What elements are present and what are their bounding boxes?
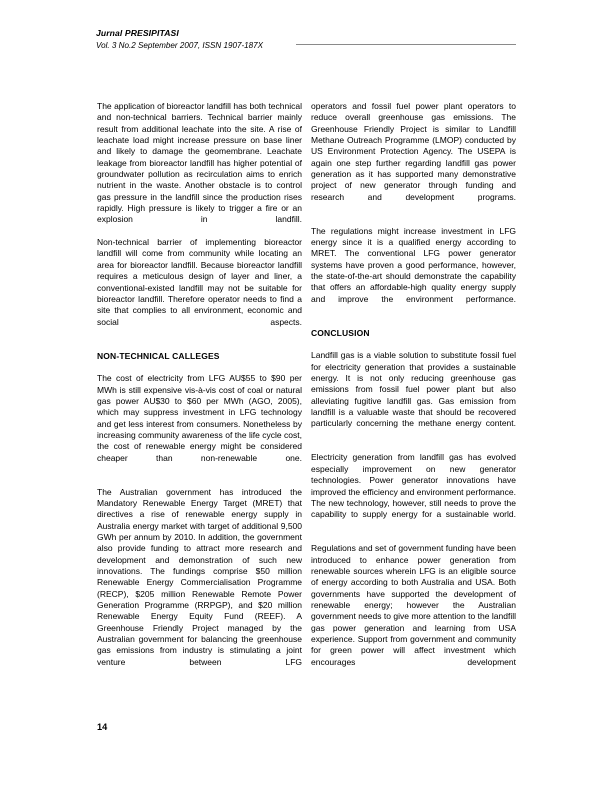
- paragraph: Landfill gas is a viable solution to substitute fossil fuel for electricity generation that provides a sustainable energy. It is not only reducing greenhouse gas emissions from fossil fuel power plant but also alleviating fugitive landfill gas. Gas emission from landfill is a valuable waste that should be recovered particularly concerning the methane energy content.: [311, 350, 516, 429]
- journal-volume-issue: Vol. 3 No.2 September 2007, ISSN 1907-187X: [96, 41, 264, 50]
- section-heading-conclusion: CONCLUSION: [311, 327, 370, 338]
- paragraph: Regulations and set of government funding have been introduced to enhance power generation from renewable sources wherein LFG is an eligible source of energy according to both Australia and USA. Both governments have supported the development of renewable energy; however the Australian government needs to give more attention to the landfill gas power generation and learning from USA experience. Support from government and community for green power will affect investment which encourages development: [311, 543, 516, 667]
- left-column: [97, 101, 302, 679]
- paragraph: The regulations might increase investment in LFG energy since it is a qualified energy according to MRET. The conventional LFG power generator systems have proven a good performance, however, the state-of-the-art should demonstrate the capability that offers an affordable-high quality energy supply and improve the environment performance.: [311, 225, 516, 304]
- header-divider: [296, 44, 516, 45]
- paragraph: The cost of electricity from LFG AU$55 to $90 per MWh is still expensive vis-à-vis cost of coal or natural gas power AU$30 to $60 per MWh (AGO, 2005), which may suppress investment in LFG technology and get less interest from consumers. Nonetheless by increasing community awareness of the life cycle cost, the cost of renewable energy might be considered cheaper than non-renewable one.: [97, 373, 302, 463]
- right-column: [311, 101, 516, 679]
- paragraph: Electricity generation from landfill gas has evolved especially improvement on new generator technologies. Power generator innovations have improved the efficiency and environment performance. The new technology, however, still needs to prove the capability to supply energy for a sustainable world.: [311, 452, 516, 520]
- journal-title: Jurnal PRESIPITASI: [96, 28, 179, 38]
- paragraph: The Australian government has introduced the Mandatory Renewable Energy Target (MRET) that directives a rise of renewable energy supply in Australia energy market with target of additional 9,500 GWh per annum by 2010. In addition, the government also provide funding to attract more research and development and demonstration of such new innovations. The fundings comprise $50 million Renewable Energy Commercialisation Programme (RECP), $205 million Renewable Remote Power Generation Programme (RRPGP), and $20 million Renewable Energy Equity Fund (REEF). A Greenhouse Friendly Project managed by the Australian government for balancing the greenhouse gas emissions from industry is stimulating a joint venture between LFG: [97, 486, 302, 667]
- page-header: [96, 28, 516, 58]
- paragraph: The application of bioreactor landfill has both technical and non-technical barriers. Technical barrier mainly result from additional leachate into the site. A rise of leachate load might increase pressure on base liner and likely to damage the geomembrane. Leachate leakage from bioreactor landfill has higher potential of groundwater pollution as recirculation aims to enrich nutrient in the waste. Another obstacle is to control gas pressure in the landfill since the production rises rapidly. High pressure is likely to trigger a fire or an explosion in landfill.: [97, 101, 302, 225]
- paragraph: operators and fossil fuel power plant operators to reduce overall greenhouse gas emissions. The Greenhouse Friendly Project is similar to Landfill Methane Outreach Programme (LMOP) conducted by US Environment Protection Agency. The USEPA is again one step further regarding landfill gas power generation as it has supported many demonstrative project of new generator through funding and research and development programs.: [311, 101, 516, 202]
- section-heading-non-technical-calleges: NON-TECHNICAL CALLEGES: [97, 350, 220, 361]
- paragraph: Non-technical barrier of implementing bioreactor landfill will come from community while locating an area for bioreactor landfill. Because bioreactor landfill requires a meticulous design of layer and liner, a conventional-existed landfill may not be suitable for bioreactor landfill. Therefore operator needs to find a site that complies to all environment, economic and social aspects.: [97, 237, 302, 327]
- page-number: 14: [97, 722, 108, 732]
